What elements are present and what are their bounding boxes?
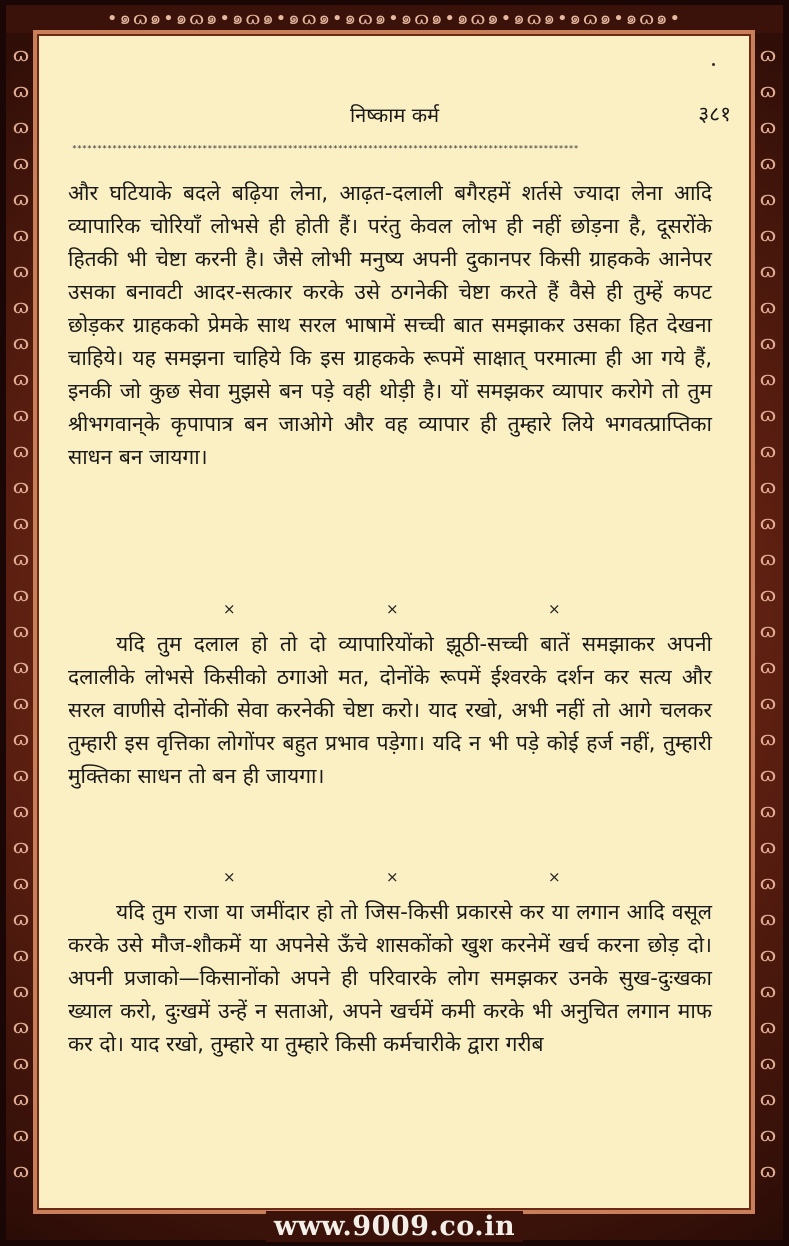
- header-star-rule: *****************************************************************************************************: [72, 144, 579, 153]
- website-url: www.9009.co.in: [266, 1211, 523, 1242]
- separator-mark: ×: [548, 868, 561, 886]
- left-ornament-band: ɷ ɷ ɷ ɷ ɷ ɷ ɷ ɷ ɷ ɷ ɷ ɷ ɷ ɷ ɷ ɷ ɷ ɷ ɷ ɷ ɷ ɷ ɷ ɷ ɷ ɷ ɷ ɷ ɷ ɷ ɷ ɷ: [12, 42, 30, 1182]
- chapter-title: निष्काम कर्म: [349, 103, 440, 127]
- paragraph-1: और घटियाके बदले बढ़िया लेना, आढ़त-दलाली बगैरहमें शर्तसे ज्यादा लेना आदि व्यापारिक चोरियाँ लोभसे ही होती हैं। परंतु केवल लोभ ही नहीं छोड़ना है, दूसरोंके हितकी भी चेष्टा करनी है। जैसे लोभी मनुष्य अपनी दुकानपर किसी ग्राहकके आनेपर उसका बनावटी आदर-सत्कार करके उसे ठगनेकी चेष्टा करते हैं वैसे ही तुम्हें कपट छोड़कर ग्राहकको प्रेमके साथ सरल भाषामें सच्ची बात समझाकर उसका हित देखना चाहिये। यह समझना चाहिये कि इस ग्राहकके रूपमें साक्षात् परमात्मा ही आ गये हैं, इनकी जो कुछ सेवा मुझसे बन पड़े वही थोड़ी है। यों समझकर व्यापार करोगे तो तुम श्रीभगवान्‌के कृपापात्र बन जाओगे और वह व्यापार ही तुम्हारे लिये भगवत्प्राप्तिका साधन बन जायगा।: [68, 181, 712, 469]
- website-url-footer: [0, 1211, 789, 1242]
- separator-mark: ×: [386, 600, 399, 618]
- separator-mark: ×: [223, 600, 236, 618]
- right-ornament-band: ɷ ɷ ɷ ɷ ɷ ɷ ɷ ɷ ɷ ɷ ɷ ɷ ɷ ɷ ɷ ɷ ɷ ɷ ɷ ɷ ɷ ɷ ɷ ɷ ɷ ɷ ɷ ɷ ɷ ɷ ɷ ɷ: [759, 42, 777, 1182]
- top-ornament-band: •๑ɷ๑•๑ɷ๑•๑ɷ๑•๑ɷ๑•๑ɷ๑•๑ɷ๑•๑ɷ๑•๑ɷ๑•๑ɷ๑•๑ɷ๑•: [6, 5, 783, 33]
- page-number: ३८१: [698, 102, 731, 126]
- separator-mark: ×: [386, 868, 399, 886]
- separator-mark: ×: [548, 600, 561, 618]
- paragraph-3: यदि तुम राजा या जमींदार हो तो जिस-किसी प्रकारसे कर या लगान आदि वसूल करके उसे मौज-शौकमें या अपनेसे ऊँचे शासकोंको खुश करनेमें खर्च करना छोड़ दो। अपनी प्रजाको—किसानोंको अपने ही परिवारके लोग समझकर उनके सुख-दुःखका ख्याल करो, दुःखमें उन्हें न सताओ, अपने खर्चमें कमी करके भी अनुचित लगान माफ कर दो। याद रखो, तुम्हारे या तुम्हारे किसी कर्मचारीके द्वारा गरीब: [68, 900, 712, 1056]
- separator-mark: ×: [223, 868, 236, 886]
- paragraph-2: यदि तुम दलाल हो तो दो व्यापारियोंको झूठी-सच्ची बातें समझाकर अपनी दलालीके लोभसे किसीको ठगाओ मत, दोनोंके रूपमें ईश्वरके दर्शन कर सत्य और सरल वाणीसे दोनोंकी सेवा करनेकी चेष्टा करो। याद रखो, अभी नहीं तो आगे चलकर तुम्हारी इस वृत्तिका लोगोंपर बहुत प्रभाव पड़ेगा। यदि न भी पड़े कोई हर्ज नहीं, तुम्हारी मुक्तिका साधन तो बन ही जायगा।: [68, 632, 712, 788]
- page-speck: [712, 63, 715, 66]
